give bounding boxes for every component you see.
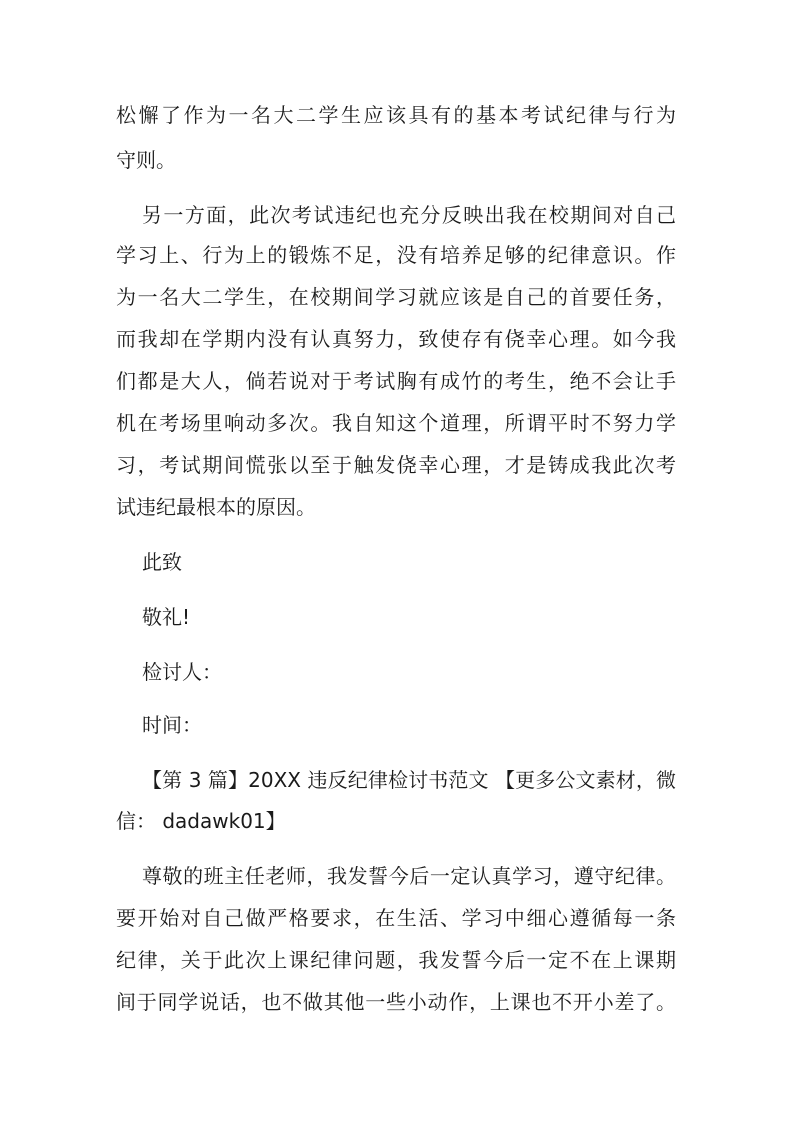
time-label: 时间：	[142, 713, 202, 737]
paragraph-2-line-7: 习，考试期间慌张以至于触发侥幸心理，才是铸成我此次考	[116, 453, 676, 477]
closing-text: 此致	[142, 550, 182, 574]
reviewer-label: 检讨人：	[142, 660, 222, 684]
paragraph-3-line-1: 尊敬的班主任老师，我发誓今后一定认真学习，遵守纪律。	[142, 864, 676, 888]
paragraph-2-line-3: 为一名大二学生，在校期间学习就应该是自己的首要任务，	[116, 285, 676, 309]
paragraph-2-line-8: 试违纪最根本的原因。	[116, 495, 316, 519]
paragraph-2-line-6: 机在考场里响动多次。我自知这个道理，所谓平时不努力学	[116, 411, 676, 435]
paragraph-2-line-4: 而我却在学期内没有认真努力，致使存有侥幸心理。如今我	[116, 327, 676, 351]
paragraph-2-line-2: 学习上、行为上的锻炼不足，没有培养足够的纪律意识。作	[116, 243, 676, 267]
section-heading-line-1: 【第 3 篇】20XX 违反纪律检讨书范文 【更多公文素材，微	[142, 768, 676, 792]
paragraph-3-line-4: 间于同学说话，也不做其他一些小动作，上课也不开小差了。	[116, 990, 676, 1014]
section-heading-line-2: 信： dadawk01】	[116, 809, 286, 833]
paragraph-3-line-2: 要开始对自己做严格要求，在生活、学习中细心遵循每一条	[116, 906, 676, 930]
paragraph-1-line-1: 松懈了作为一名大二学生应该具有的基本考试纪律与行为	[116, 103, 676, 127]
paragraph-2-line-1: 另一方面，此次考试违纪也充分反映出我在校期间对自己	[142, 203, 676, 227]
paragraph-2-line-5: 们都是大人，倘若说对于考试胸有成竹的考生，绝不会让手	[116, 369, 676, 393]
paragraph-1-line-2: 守则。	[116, 148, 176, 172]
salute-text: 敬礼!	[142, 605, 191, 629]
paragraph-3-line-3: 纪律，关于此次上课纪律问题，我发誓今后一定不在上课期	[116, 948, 676, 972]
